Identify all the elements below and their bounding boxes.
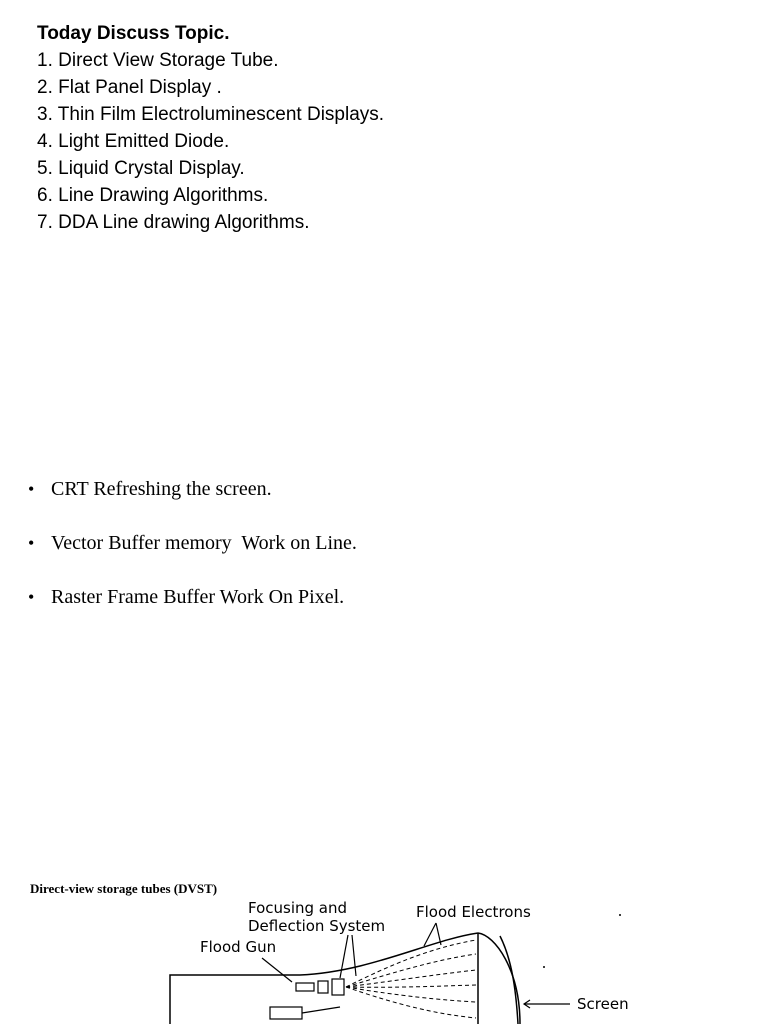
topic-item: 4. Light Emitted Diode. — [37, 131, 230, 152]
flood-gun-label: Flood Gun — [200, 938, 277, 956]
dvst-caption: Direct-view storage tubes (DVST) — [30, 881, 218, 896]
screen-label: Screen — [577, 995, 629, 1013]
topic-item: 2. Flat Panel Display . — [37, 77, 222, 98]
specks — [543, 914, 621, 968]
flood-gun-icon — [270, 979, 344, 1019]
bullet-icon: • — [28, 479, 35, 499]
bullet-text: Raster Frame Buffer Work On Pixel. — [51, 586, 345, 608]
bullet-text: Vector Buffer memory Work on Line. — [51, 532, 357, 554]
flood-electrons-label: Flood Electrons — [416, 903, 531, 921]
bullet-item — [28, 478, 357, 532]
bullet-text: CRT Refreshing the screen. — [51, 478, 272, 500]
focusing-label-line2: Deflection System — [248, 917, 386, 935]
topic-item: 7. DDA Line drawing Algorithms. — [37, 212, 310, 233]
topic-item: 6. Line Drawing Algorithms. — [37, 185, 269, 206]
topic-list — [37, 20, 384, 236]
topic-heading: Today Discuss Topic. — [37, 23, 230, 44]
bullet-item — [28, 532, 357, 586]
bullet-icon: • — [28, 533, 35, 553]
bullet-item — [28, 586, 357, 640]
topic-item: 1. Direct View Storage Tube. — [37, 50, 279, 71]
label-pointer-arrows — [262, 923, 570, 1008]
topic-item: 5. Liquid Crystal Display. — [37, 158, 245, 179]
dvst-diagram — [0, 890, 768, 1024]
bullet-icon: • — [28, 587, 35, 607]
topic-item: 3. Thin Film Electroluminescent Displays. — [37, 104, 385, 125]
focusing-label-line1: Focusing and — [248, 899, 348, 917]
bullet-list — [28, 478, 357, 640]
